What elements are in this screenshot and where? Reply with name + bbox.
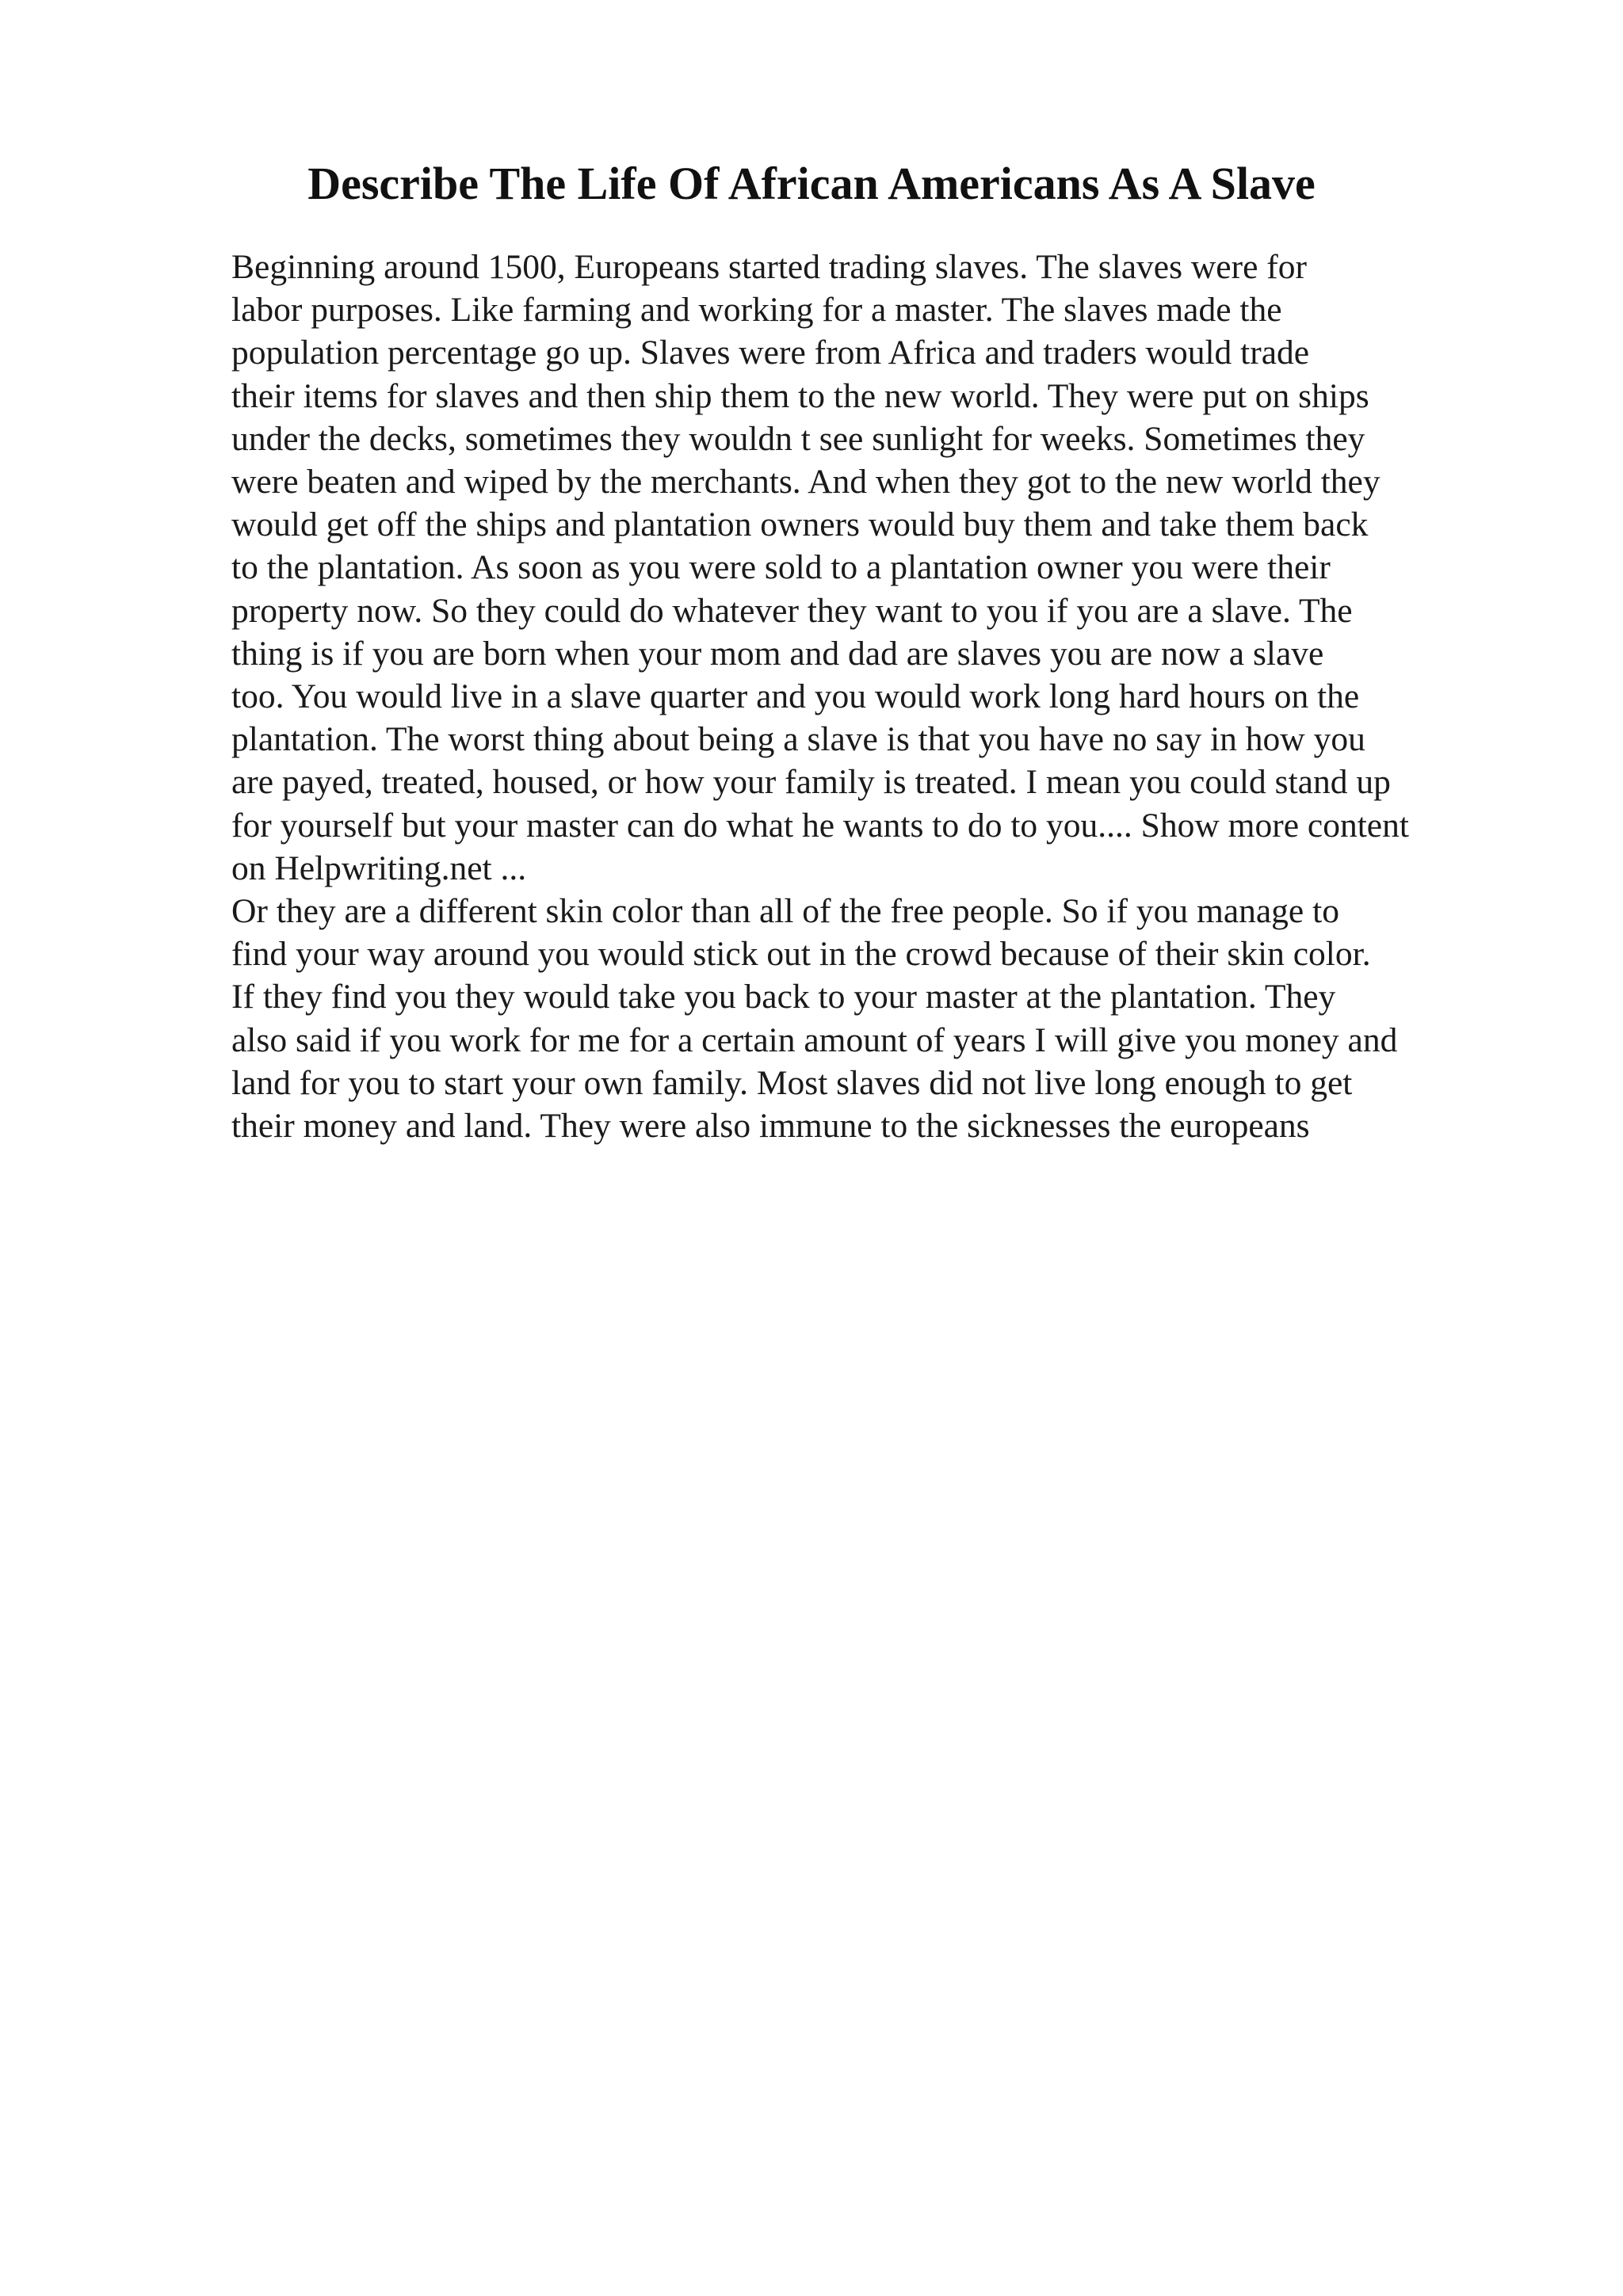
body-line-1: Beginning around 1500, Europeans started trading slaves. The slaves were for [231, 248, 1307, 286]
body-line-5: under the decks, sometimes they wouldn t see sunlight for weeks. Sometimes they [231, 419, 1365, 458]
body-line-12: plantation. The worst thing about being a slave is that you have no say in how you [231, 720, 1365, 759]
body-line-9: property now. So they could do whatever they want to you if you are a slave. The [231, 591, 1353, 630]
body-line-10: thing is if you are born when your mom and dad are slaves you are now a slave [231, 634, 1324, 673]
body-line-17: find your way around you would stick out in the crowd because of their skin color. [231, 935, 1371, 974]
body-line-19: also said if you work for me for a certain amount of years I will give you money and [231, 1020, 1398, 1059]
document-title: Describe The Life Of African Americans As A Slave [307, 158, 1316, 209]
document-body [231, 246, 1515, 1147]
body-line-14: for yourself but your master can do what he wants to do to you.... Show more content [231, 806, 1409, 845]
body-line-11: too. You would live in a slave quarter and you would work long hard hours on the [231, 677, 1360, 716]
body-line-21: their money and land. They were also immune to the sicknesses the europeans [231, 1107, 1310, 1146]
body-line-7: would get off the ships and plantation owners would buy them and take them back [231, 505, 1369, 544]
body-line-18: If they find you they would take you back to your master at the plantation. They [231, 978, 1336, 1016]
body-line-3: population percentage go up. Slaves were from Africa and traders would trade [231, 334, 1310, 372]
body-line-8: to the plantation. As soon as you were sold to a plantation owner you were their [231, 548, 1331, 587]
body-line-6: were beaten and wiped by the merchants. And when they got to the new world they [231, 463, 1381, 502]
body-line-13: are payed, treated, housed, or how your family is treated. I mean you could stand up [231, 763, 1391, 802]
body-line-4: their items for slaves and then ship them to the new world. They were put on ships [231, 376, 1369, 415]
body-line-15: on Helpwriting.net ... [231, 849, 527, 887]
body-line-16: Or they are a different skin color than all of the free people. So if you manage to [231, 892, 1339, 931]
body-line-20: land for you to start your own family. Most slaves did not live long enough to get [231, 1063, 1353, 1102]
body-line-2: labor purposes. Like farming and working for a master. The slaves made the [231, 291, 1282, 330]
